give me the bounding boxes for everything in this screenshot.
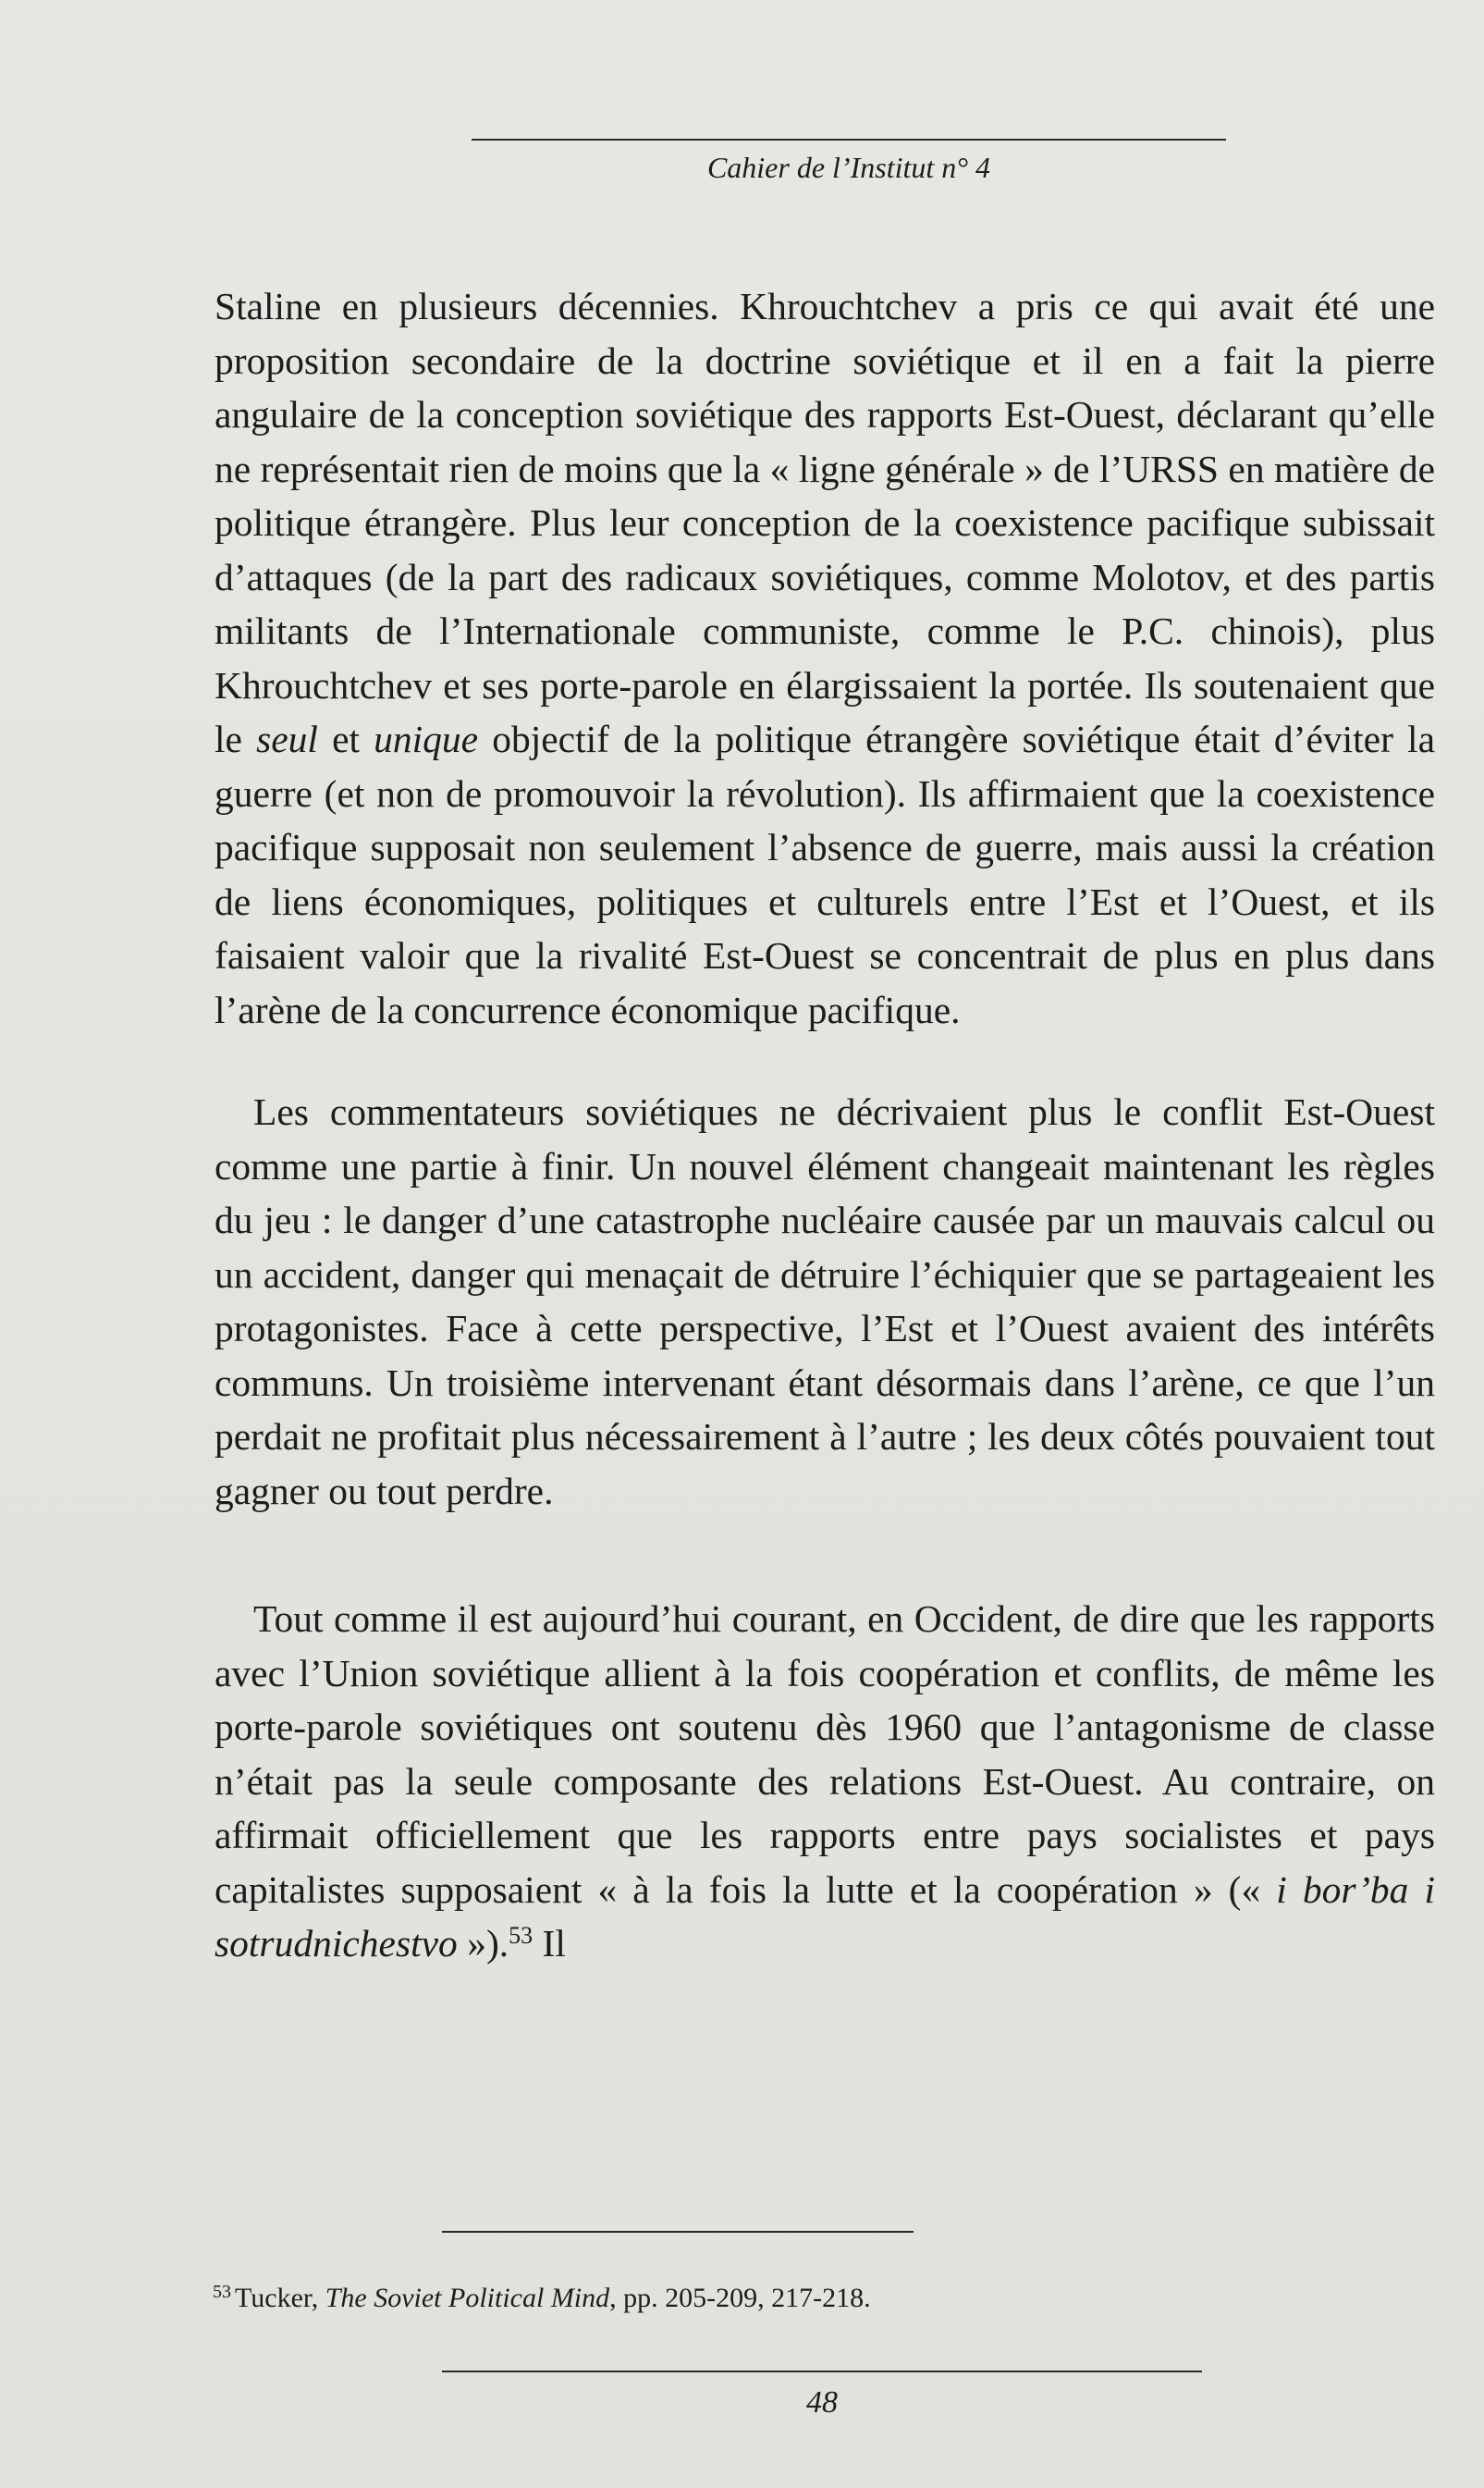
footnote-title: The Soviet Political Mind	[325, 2283, 610, 2313]
paragraph-1	[215, 279, 1435, 1037]
paragraph-1-text-b: et	[317, 718, 374, 760]
paragraph-2: Les commentateurs soviétiques ne décrivaient plus le conflit Est-Ouest comme une partie à finir. Un nouvel élément changeait maintenant les règles du jeu : le danger d’une catastrophe nucléaire causée par un mauvais calcul ou un accident, danger qui menaçait de détruire l’échiquier que se partageaient les protagonistes. Face à cette perspective, l’Est et l’Ouest avaient des intérêts communs. Un troisième intervenant étant désormais dans l’arène, ce que l’un perdait ne profitait plus nécessairement à l’autre ; les deux côtés pouvaient tout gagner ou tout perdre.	[215, 1090, 1435, 1512]
footnote-reference-53[interactable]: 53	[509, 1922, 534, 1949]
footnote-author: Tucker,	[235, 2283, 325, 2313]
paragraph-1-text-c: objectif de la politique étrangère soviétique était d’éviter la guerre (et non de promouvoir la révolution). Ils affirmaient que la coexistence pacifique supposait non seulement l’absence de guerre, mais aussi la création de liens économiques, politiques et culturels entre l’Est et l’Ouest, et ils faisaient valoir que la rivalité Est-Ouest se concentrait de plus en plus dans l’arène de la concurrence économique pacifique.	[215, 718, 1435, 1031]
paragraph-3-text-c: Il	[533, 1922, 566, 1965]
paragraph-3-text-a: Tout comme il est aujourd’hui courant, en Occident, de dire que les rapports avec l’Union soviétique allient à la fois coopération et conflits, de même les porte-parole soviétiques ont soutenu dès 1960 que l’antagonisme de classe n’était pas la seule composante des relations Est-Ouest. Au contraire, on affirmait officiellement que les rapports entre pays socialistes et pays capitalistes supposaient « à la fois la lutte et la coopération » («	[215, 1597, 1435, 1911]
paragraph-3-text-b: »).	[457, 1922, 509, 1965]
emphasis-seul: seul	[256, 718, 318, 760]
footnote-53	[213, 2281, 1322, 2316]
footnote-rule	[442, 2231, 914, 2233]
header-rule	[472, 139, 1226, 141]
emphasis-russian-phrase: i bor’ba i sotrudnichestvo	[215, 1867, 1435, 1965]
emphasis-unique: unique	[374, 718, 479, 760]
running-head: Cahier de l’Institut n° 4	[706, 151, 991, 184]
page-number: 48	[806, 2385, 838, 2420]
paragraph-1-text-a: Staline en plusieurs décennies. Khrouchtchev a pris ce qui avait été une proposition secondaire de la doctrine soviétique et il en a fait la pierre angulaire de la conception soviétique des rapports Est-Ouest, déclarant qu’elle ne représentait rien de moins que la « ligne générale » de l’URSS en matière de politique étrangère. Plus leur conception de la coexistence pacifique subissait d’attaques (de la part des radicaux soviétiques, comme Molotov, et des partis militants de l’Internationale communiste, comme le P.C. chinois), plus Khrouchtchev et ses porte-parole en élargissaient la portée. Ils soutenaient que le	[215, 285, 1435, 760]
body-text	[215, 279, 1435, 1971]
footer-rule	[442, 2371, 1202, 2372]
paragraph-3	[215, 1592, 1435, 1971]
footnote-number: 53	[213, 2282, 231, 2302]
footnote-pages: , pp. 205-209, 217-218.	[609, 2283, 871, 2313]
